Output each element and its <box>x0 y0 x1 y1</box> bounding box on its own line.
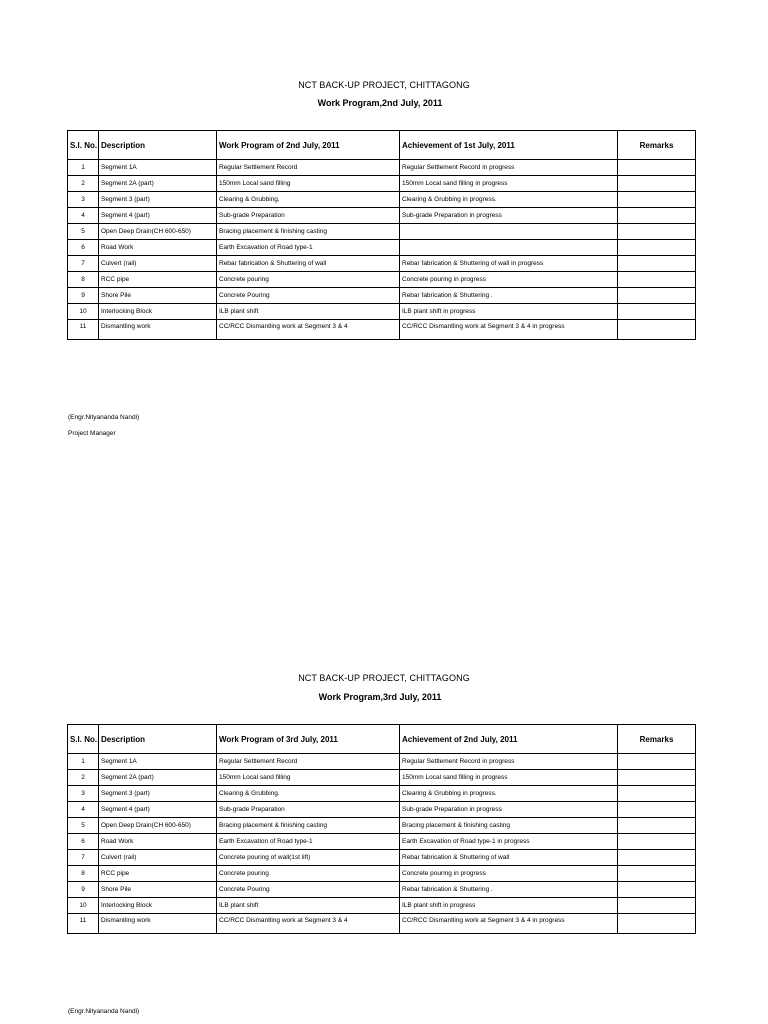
cell-achievement: CC/RCC Dismantling work at Segment 3 & 4 in progress <box>400 320 618 340</box>
cell-program: 150mm Local sand filling <box>217 770 400 786</box>
table-row <box>68 914 696 934</box>
cell-achievement: Rebar fabrication & Shuttering of wall in progress <box>400 256 618 272</box>
table-header-row <box>68 725 696 754</box>
table-row <box>68 304 696 320</box>
cell-description: Segment 1A <box>99 754 217 770</box>
cell-description: Segment 3 (part) <box>99 786 217 802</box>
cell-remarks <box>618 866 696 882</box>
cell-program: Clearing & Grubbing. <box>217 192 400 208</box>
cell-description: Open Deep Drain(CH 600-650) <box>99 224 217 240</box>
section-2-subtitle: Work Program,3rd July, 2011 <box>318 692 442 702</box>
table-row <box>68 882 696 898</box>
cell-description: Culvert (rail) <box>99 256 217 272</box>
cell-achievement: Rebar fabrication & Shuttering . <box>400 288 618 304</box>
header-remarks: Remarks <box>618 131 696 160</box>
cell-remarks <box>618 786 696 802</box>
cell-achievement: Rebar fabrication & Shuttering . <box>400 882 618 898</box>
table-row <box>68 850 696 866</box>
cell-description: RCC pipe <box>99 272 217 288</box>
cell-achievement: Concrete pouring in progress <box>400 866 618 882</box>
cell-achievement: Concrete pouring in progress <box>400 272 618 288</box>
section-1-signature-name: (Engr.Nityananda Nandi) <box>68 414 140 421</box>
cell-achievement <box>400 240 618 256</box>
cell-sl: 8 <box>68 866 99 882</box>
cell-sl: 6 <box>68 834 99 850</box>
cell-description: Dismantling work <box>99 320 217 340</box>
table-row <box>68 240 696 256</box>
cell-sl: 4 <box>68 802 99 818</box>
section-1-signature-role: Project Manager <box>68 430 116 437</box>
cell-remarks <box>618 802 696 818</box>
header-work-program: Work Program of 2nd July, 2011 <box>217 131 400 160</box>
cell-sl: 6 <box>68 240 99 256</box>
header-sl-no: S.l. No. <box>68 725 99 754</box>
cell-remarks <box>618 288 696 304</box>
cell-sl: 2 <box>68 770 99 786</box>
cell-achievement: ILB plant shift in progress <box>400 304 618 320</box>
header-work-program: Work Program of 3rd July, 2011 <box>217 725 400 754</box>
cell-remarks <box>618 176 696 192</box>
cell-program: Regular Settlement Record <box>217 160 400 176</box>
cell-program: Bracing placement & finishing casting <box>217 818 400 834</box>
cell-remarks <box>618 256 696 272</box>
cell-program: Sub-grade Preparation <box>217 802 400 818</box>
table-row <box>68 834 696 850</box>
cell-program: CC/RCC Dismantling work at Segment 3 & 4 <box>217 320 400 340</box>
cell-sl: 10 <box>68 898 99 914</box>
cell-achievement: 150mm Local sand filling in progress <box>400 770 618 786</box>
cell-program: Concrete pouring of wall(1st lift) <box>217 850 400 866</box>
cell-sl: 3 <box>68 786 99 802</box>
cell-description: Segment 4 (part) <box>99 802 217 818</box>
cell-achievement: Rebar fabrication & Shuttering of wall <box>400 850 618 866</box>
cell-achievement: Earth Excavation of Road type-1 in progress <box>400 834 618 850</box>
header-sl-no: S.l. No. <box>68 131 99 160</box>
cell-description: Shore Pile <box>99 288 217 304</box>
cell-program: Concrete Pouring <box>217 882 400 898</box>
cell-sl: 5 <box>68 818 99 834</box>
cell-program: Earth Excavation of Road type-1 <box>217 834 400 850</box>
section-1-title: NCT BACK-UP PROJECT, CHITTAGONG <box>298 80 470 90</box>
cell-remarks <box>618 320 696 340</box>
cell-description: Interlocking Block <box>99 898 217 914</box>
cell-remarks <box>618 754 696 770</box>
cell-remarks <box>618 818 696 834</box>
cell-program: Rebar fabrication & Shuttering of wall <box>217 256 400 272</box>
header-remarks: Remarks <box>618 725 696 754</box>
header-achievement: Achievement of 1st July, 2011 <box>400 131 618 160</box>
table-row <box>68 818 696 834</box>
cell-sl: 9 <box>68 882 99 898</box>
table-row <box>68 898 696 914</box>
cell-program: Bracing placement & finishing casting <box>217 224 400 240</box>
cell-description: Segment 2A (part) <box>99 176 217 192</box>
table-row <box>68 256 696 272</box>
cell-program: Concrete Pouring <box>217 288 400 304</box>
header-description: Description <box>99 725 217 754</box>
cell-achievement: Bracing placement & finishing casting <box>400 818 618 834</box>
cell-description: Interlocking Block <box>99 304 217 320</box>
cell-achievement: 150mm Local sand filling in progress <box>400 176 618 192</box>
cell-remarks <box>618 304 696 320</box>
table-row <box>68 320 696 340</box>
cell-achievement <box>400 224 618 240</box>
cell-sl: 3 <box>68 192 99 208</box>
cell-description: Shore Pile <box>99 882 217 898</box>
cell-remarks <box>618 272 696 288</box>
cell-remarks <box>618 192 696 208</box>
cell-description: Dismantling work <box>99 914 217 934</box>
cell-remarks <box>618 834 696 850</box>
cell-program: Earth Excavation of Road type-1 <box>217 240 400 256</box>
cell-sl: 1 <box>68 160 99 176</box>
cell-description: Road Work <box>99 834 217 850</box>
table-row <box>68 770 696 786</box>
cell-sl: 5 <box>68 224 99 240</box>
cell-achievement: CC/RCC Dismantling work at Segment 3 & 4 in progress <box>400 914 618 934</box>
cell-sl: 7 <box>68 850 99 866</box>
cell-description: RCC pipe <box>99 866 217 882</box>
cell-program: ILB plant shift <box>217 898 400 914</box>
section-2-table <box>67 724 696 934</box>
header-achievement: Achievement of 2nd July, 2011 <box>400 725 618 754</box>
table-row <box>68 802 696 818</box>
section-1-subtitle: Work Program,2nd July, 2011 <box>317 98 443 108</box>
cell-sl: 11 <box>68 320 99 340</box>
table-header-row <box>68 131 696 160</box>
table-row <box>68 272 696 288</box>
table-row <box>68 160 696 176</box>
cell-description: Road Work <box>99 240 217 256</box>
cell-program: Concrete pouring <box>217 272 400 288</box>
cell-remarks <box>618 240 696 256</box>
table-row <box>68 208 696 224</box>
table-row <box>68 866 696 882</box>
cell-sl: 2 <box>68 176 99 192</box>
cell-sl: 11 <box>68 914 99 934</box>
cell-remarks <box>618 898 696 914</box>
cell-remarks <box>618 208 696 224</box>
cell-remarks <box>618 914 696 934</box>
cell-remarks <box>618 850 696 866</box>
section-1-table <box>67 130 696 340</box>
cell-remarks <box>618 882 696 898</box>
cell-achievement: Regular Settlement Record in progress <box>400 754 618 770</box>
cell-achievement: Clearing & Grubbing in progress. <box>400 786 618 802</box>
cell-description: Segment 3 (part) <box>99 192 217 208</box>
cell-program: Concrete pouring <box>217 866 400 882</box>
section-2-title: NCT BACK-UP PROJECT, CHITTAGONG <box>298 673 470 683</box>
cell-remarks <box>618 770 696 786</box>
cell-description: Segment 2A (part) <box>99 770 217 786</box>
table-row <box>68 288 696 304</box>
cell-achievement: Clearing & Grubbing in progress. <box>400 192 618 208</box>
table-row <box>68 176 696 192</box>
cell-achievement: Sub-grade Preparation in progress <box>400 802 618 818</box>
cell-sl: 8 <box>68 272 99 288</box>
cell-sl: 7 <box>68 256 99 272</box>
cell-remarks <box>618 160 696 176</box>
table-row <box>68 224 696 240</box>
cell-sl: 9 <box>68 288 99 304</box>
cell-achievement: ILB plant shift in progress <box>400 898 618 914</box>
cell-program: ILB plant shift <box>217 304 400 320</box>
header-description: Description <box>99 131 217 160</box>
table-row <box>68 786 696 802</box>
cell-description: Open Deep Drain(CH 600-650) <box>99 818 217 834</box>
cell-achievement: Regular Settlement Record in progress <box>400 160 618 176</box>
cell-sl: 1 <box>68 754 99 770</box>
cell-remarks <box>618 224 696 240</box>
table-row <box>68 192 696 208</box>
cell-description: Culvert (rail) <box>99 850 217 866</box>
cell-program: CC/RCC Dismantling work at Segment 3 & 4 <box>217 914 400 934</box>
cell-program: 150mm Local sand filling <box>217 176 400 192</box>
table-row <box>68 754 696 770</box>
section-2-signature-name: (Engr.Nityananda Nandi) <box>68 1008 140 1015</box>
cell-program: Regular Settlement Record <box>217 754 400 770</box>
cell-description: Segment 4 (part) <box>99 208 217 224</box>
cell-sl: 4 <box>68 208 99 224</box>
cell-program: Clearing & Grubbing. <box>217 786 400 802</box>
cell-sl: 10 <box>68 304 99 320</box>
cell-description: Segment 1A <box>99 160 217 176</box>
cell-program: Sub-grade Preparation <box>217 208 400 224</box>
cell-achievement: Sub-grade Preparation in progress <box>400 208 618 224</box>
